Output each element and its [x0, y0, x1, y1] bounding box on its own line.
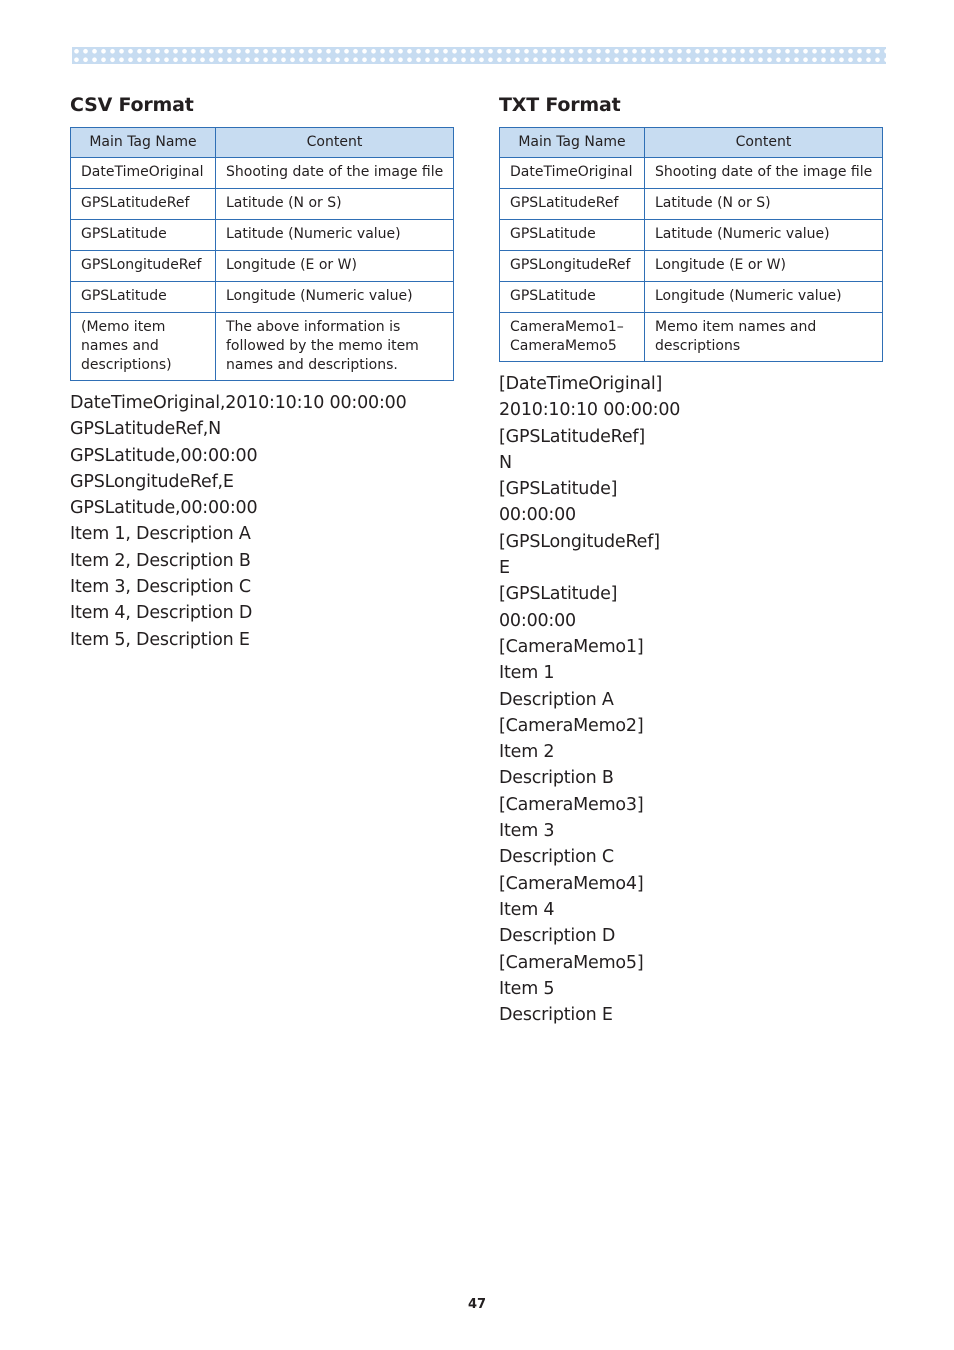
example-line: Item 3 — [499, 821, 555, 842]
table-header-row — [500, 128, 883, 158]
table-row — [71, 220, 454, 251]
table-row — [500, 220, 883, 251]
tag-cell: GPSLongitudeRef — [71, 251, 216, 282]
page-number: 47 — [467, 1297, 487, 1312]
example-line: [GPSLatitudeRef] — [499, 426, 646, 447]
table-row — [71, 189, 454, 220]
csv-example-output — [70, 390, 454, 653]
csv-format-section — [70, 92, 454, 653]
column-header-tag: Main Tag Name — [71, 128, 216, 158]
example-line: [GPSLongitudeRef] — [499, 531, 660, 552]
example-line: [GPSLatitude] — [499, 479, 618, 500]
content-cell: Latitude (Numeric value) — [216, 220, 454, 251]
content-cell: Latitude (N or S) — [645, 189, 883, 220]
example-line: [CameraMemo2] — [499, 715, 644, 736]
example-line: [CameraMemo3] — [499, 794, 644, 815]
example-line: E — [499, 558, 510, 579]
tag-cell: DateTimeOriginal — [500, 158, 645, 189]
example-line: Item 1, Description A — [70, 524, 251, 545]
example-line: GPSLatitude,00:00:00 — [70, 498, 258, 519]
example-line: DateTimeOriginal,2010:10:10 00:00:00 — [70, 393, 407, 413]
example-line: [DateTimeOriginal] — [499, 374, 663, 394]
example-line: Item 2 — [499, 742, 555, 763]
example-line: Description C — [499, 847, 614, 868]
content-cell: Longitude (Numeric value) — [216, 282, 454, 313]
content-cell: Latitude (Numeric value) — [645, 220, 883, 251]
csv-tag-table — [70, 127, 454, 381]
table-row — [71, 251, 454, 282]
example-line: [CameraMemo4] — [499, 873, 644, 894]
csv-format-title: CSV Format — [70, 94, 194, 116]
tag-cell: CameraMemo1–CameraMemo5 — [500, 313, 645, 362]
column-header-content: Content — [645, 128, 883, 158]
example-line: [GPSLatitude] — [499, 584, 618, 605]
example-line: Description A — [499, 689, 614, 710]
content-cell: Latitude (N or S) — [216, 189, 454, 220]
table-header-row — [71, 128, 454, 158]
table-row — [500, 158, 883, 189]
example-line: Item 5 — [499, 978, 555, 999]
table-row — [500, 251, 883, 282]
decorative-banner — [72, 47, 886, 64]
content-cell: Memo item names and descriptions — [645, 313, 883, 362]
example-line: Description E — [499, 1005, 613, 1026]
content-cell: Longitude (E or W) — [216, 251, 454, 282]
column-header-tag: Main Tag Name — [500, 128, 645, 158]
table-row — [71, 158, 454, 189]
example-line: Item 1 — [499, 663, 555, 684]
example-line: Item 4, Description D — [70, 603, 253, 624]
example-line: Item 5, Description E — [70, 629, 250, 650]
content-cell: The above information is followed by the memo item names and descriptions. — [216, 313, 454, 381]
tag-cell: GPSLatitude — [71, 282, 216, 313]
content-cell: Longitude (Numeric value) — [645, 282, 883, 313]
example-line: Item 4 — [499, 899, 555, 920]
table-row — [500, 313, 883, 362]
example-line: Item 2, Description B — [70, 550, 251, 571]
tag-cell: GPSLatitudeRef — [71, 189, 216, 220]
tag-cell: (Memo item names and descriptions) — [71, 313, 216, 381]
table-row — [500, 189, 883, 220]
content-cell: Shooting date of the image file — [645, 158, 883, 189]
example-line: Description B — [499, 768, 614, 789]
tag-cell: GPSLatitude — [500, 220, 645, 251]
column-header-content: Content — [216, 128, 454, 158]
tag-cell: GPSLatitudeRef — [500, 189, 645, 220]
example-line: GPSLongitudeRef,E — [70, 471, 234, 492]
example-line: Description D — [499, 926, 616, 947]
txt-tag-table — [499, 127, 883, 362]
example-line: N — [499, 452, 512, 473]
table-row — [71, 313, 454, 381]
tag-cell: GPSLongitudeRef — [500, 251, 645, 282]
example-line: 00:00:00 — [499, 505, 576, 526]
example-line: GPSLatitude,00:00:00 — [70, 445, 258, 466]
example-line: 00:00:00 — [499, 610, 576, 631]
example-line: [CameraMemo5] — [499, 952, 644, 973]
example-line: Item 3, Description C — [70, 577, 251, 598]
txt-format-title: TXT Format — [499, 94, 621, 116]
content-cell: Longitude (E or W) — [645, 251, 883, 282]
tag-cell: GPSLatitude — [71, 220, 216, 251]
tag-cell: DateTimeOriginal — [71, 158, 216, 189]
example-line: 2010:10:10 00:00:00 — [499, 400, 681, 421]
table-row — [500, 282, 883, 313]
content-cell: Shooting date of the image file — [216, 158, 454, 189]
txt-format-section — [499, 92, 883, 1028]
txt-example-output — [499, 371, 883, 1028]
table-row — [71, 282, 454, 313]
example-line: [CameraMemo1] — [499, 636, 644, 657]
tag-cell: GPSLatitude — [500, 282, 645, 313]
example-line: GPSLatitudeRef,N — [70, 419, 222, 440]
